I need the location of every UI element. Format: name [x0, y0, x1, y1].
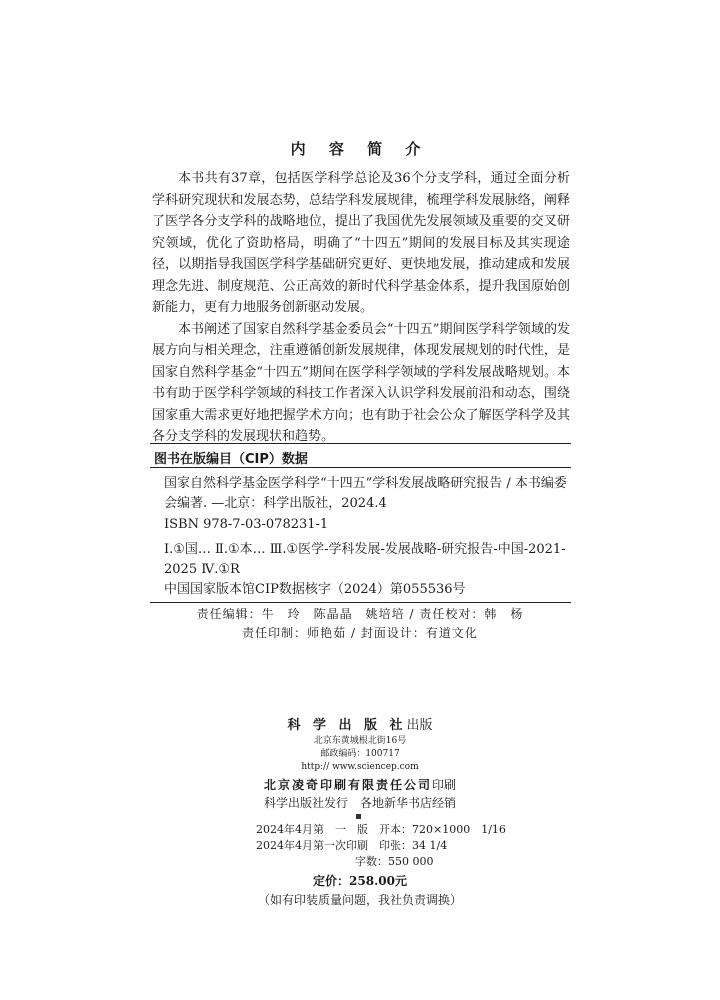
- cip-heading-rule: [150, 467, 571, 468]
- spec-printing-line: 2024年4月第一次印刷 印张：34 1/4: [256, 839, 448, 852]
- publisher-block: [0, 717, 720, 812]
- credits-line-1: 责任编辑：牛 玲 陈晶晶 姚培培 / 责任校对：韩 杨: [196, 607, 524, 621]
- printer-suffix: 印刷: [432, 778, 457, 792]
- publisher-address: 北京东黄城根北街16号: [313, 736, 407, 746]
- page-title: 内 容 简 介: [290, 140, 430, 158]
- publisher-name: 科 学 出 版 社: [287, 718, 407, 733]
- intro-section: [152, 168, 570, 448]
- cip-classification: Ⅰ.①国… Ⅱ.①本… Ⅲ.①医学-学科发展-发展战略-研究报告-中国-2021-2025 Ⅳ.①R: [164, 542, 566, 577]
- cip-heading: 图书在版编目（CIP）数据: [154, 452, 308, 467]
- cip-bottom-rule: [150, 602, 571, 603]
- cip-isbn: ISBN 978-7-03-078231-1: [164, 517, 329, 532]
- cip-top-rule: [150, 443, 571, 444]
- printer-name: 北京凌奇印刷有限责任公司: [263, 778, 432, 792]
- cip-verification: 中国国家版本馆CIP数据核字（2024）第055536号: [164, 582, 466, 597]
- credits-line-2: 责任印制：师艳茹 / 封面设计：有道文化: [242, 626, 478, 640]
- intro-paragraph-2: 本书阐述了国家自然科学基金委员会“十四五”期间医学科学领域的发展方向与相关理念，注重遵循创新发展规律，体现发展规划的时代性，是国家自然科学基金“十四五”期间在医学科学领域的学科发展战略规划。本书有助于医学科学领域的科技工作者深入认识学科发展前沿和动态，围绕国家重大需求更好地把握学术方向；也有助于社会公众了解医学科学及其各分支学科的发展现状和趋势。: [152, 321, 570, 444]
- distribution-line: 科学出版社发行 各地新华书店经销: [263, 796, 456, 810]
- publisher-postcode: 邮政编码：100717: [320, 749, 400, 759]
- cip-record: 国家自然科学基金医学科学“十四五”学科发展战略研究报告 / 本书编委会编著. —北京：科学出版社，2024.4: [164, 476, 567, 511]
- spec-edition-line: 2024年4月第 一 版 开本：720×1000 1/16: [256, 823, 506, 836]
- intro-paragraph-1: 本书共有37章，包括医学科学总论及36个分支学科，通过全面分析学科研究现状和发展态势，总结学科发展规律，梳理学科发展脉络，阐释了医学各分支学科的战略地位，提出了我国优先发展领域及重要的交叉研究领域，优化了资助格局，明确了“十四五”期间的发展目标及其实现途径，以期指导我国医学科学基础研究更好、更快地发展，推动建成和发展理念先进、制度规范、公正高效的新时代科学基金体系，提升我国原始创新能力，更有力地服务创新驱动发展。: [152, 171, 570, 315]
- spec-wordcount-line: 字数：550 000: [256, 855, 434, 868]
- quality-note: （如有印装质量问题，我社负责调换）: [257, 893, 462, 907]
- price: 定价：258.00元: [313, 874, 407, 888]
- publisher-name-suffix: 出版: [406, 718, 433, 733]
- publisher-website: http:// www.sciencep.com: [301, 762, 419, 772]
- separator-dot: [356, 814, 361, 819]
